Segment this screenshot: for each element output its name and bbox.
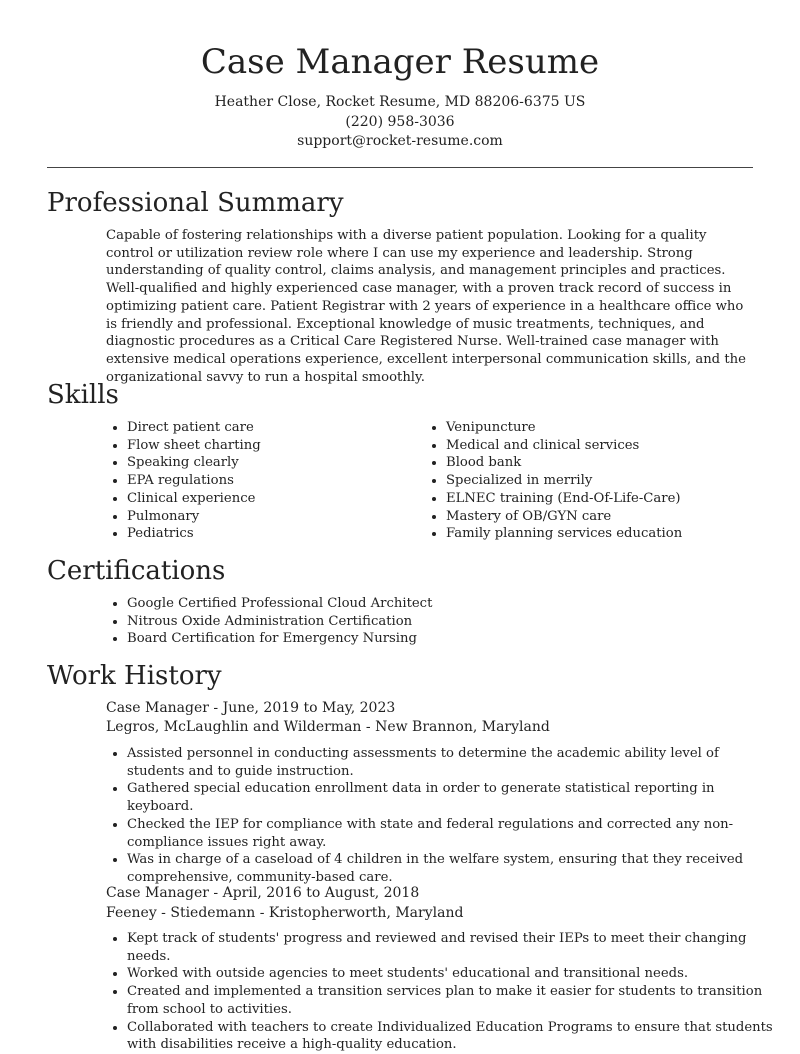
job-duties-list — [106, 745, 777, 887]
list-item: • Mastery of OB/GYN care — [446, 508, 776, 526]
contact-phone: (220) 958-3036 — [345, 113, 455, 130]
list-item: • Venipuncture — [446, 419, 776, 437]
summary-text: Capable of fostering relationships with a diverse patient population. Looking for a quality control or utilization review role where I can use my experience and leadership. Strong understanding of quality control, claims analysis, and management principles and practices. Well-qualified and highly experienced case manager, with a proven track record of success in optimizing patient care. Patient Registrar with 2 years of experience in a healthcare office who is friendly and professional. Exceptional knowledge of music treatments, techniques, and diagnostic procedures as a Critical Care Registered Nurse. Well-trained case manager with extensive medical operations experience, excellent interpersonal communication skills, and the organizational savvy to run a hospital smoothly. — [106, 228, 746, 385]
list-item: • Nitrous Oxide Administration Certification — [127, 613, 432, 631]
list-item: • Checked the IEP for compliance with state and federal regulations and corrected any non-compliance issues right away. — [127, 816, 777, 851]
list-item: • Pulmonary — [127, 508, 427, 526]
list-item: • Specialized in merrily — [446, 472, 776, 490]
list-item: • Assisted personnel in conducting assessments to determine the academic ability level of students and to guide instruction. — [127, 745, 777, 780]
contact-address: Heather Close, Rocket Resume, MD 88206-6375 US — [214, 94, 586, 110]
resume-title: Case Manager Resume — [200, 42, 600, 82]
summary-heading: Professional Summary — [47, 188, 344, 218]
work-history-heading: Work History — [47, 661, 222, 691]
skills-list-left — [106, 419, 427, 543]
certifications-list — [106, 595, 432, 648]
list-item: • Flow sheet charting — [127, 437, 427, 455]
job-company-line: Feeney - Stiedemann - Kristopherworth, Maryland — [106, 905, 464, 921]
certifications-heading: Certifications — [47, 556, 226, 586]
contact-email: support@rocket-resume.com — [297, 133, 503, 149]
list-item: • Worked with outside agencies to meet students' educational and transitional needs. — [127, 965, 777, 983]
list-item: • Pediatrics — [127, 525, 427, 543]
job-duties-list — [106, 930, 777, 1054]
list-item: • Was in charge of a caseload of 4 children in the welfare system, ensuring that they received comprehensive, community-based care. — [127, 851, 777, 886]
list-item: • Clinical experience — [127, 490, 427, 508]
list-item: • Direct patient care — [127, 419, 427, 437]
list-item: • ELNEC training (End-Of-Life-Care) — [446, 490, 776, 508]
list-item: • Created and implemented a transition services plan to make it easier for students to transition from school to activities. — [127, 983, 777, 1018]
skills-heading: Skills — [47, 380, 119, 410]
skills-list-right — [425, 419, 776, 543]
list-item: • Board Certification for Emergency Nursing — [127, 630, 432, 648]
list-item: • Speaking clearly — [127, 454, 427, 472]
list-item: • Medical and clinical services — [446, 437, 776, 455]
list-item: • EPA regulations — [127, 472, 427, 490]
header-divider — [47, 167, 753, 168]
list-item: • Kept track of students' progress and reviewed and revised their IEPs to meet their changing needs. — [127, 930, 777, 965]
list-item: • Google Certified Professional Cloud Architect — [127, 595, 432, 613]
list-item: • Collaborated with teachers to create Individualized Education Programs to ensure that students with disabilities receive a high-quality education. — [127, 1019, 777, 1054]
list-item: • Blood bank — [446, 454, 776, 472]
list-item: • Gathered special education enrollment data in order to generate statistical reporting in keyboard. — [127, 780, 777, 815]
contact-block — [0, 93, 800, 152]
job-company-line: Legros, McLaughlin and Wilderman - New Brannon, Maryland — [106, 719, 550, 735]
job-title-line: Case Manager - June, 2019 to May, 2023 — [106, 700, 396, 716]
job-title-line: Case Manager - April, 2016 to August, 2018 — [106, 885, 420, 901]
list-item: • Family planning services education — [446, 525, 776, 543]
